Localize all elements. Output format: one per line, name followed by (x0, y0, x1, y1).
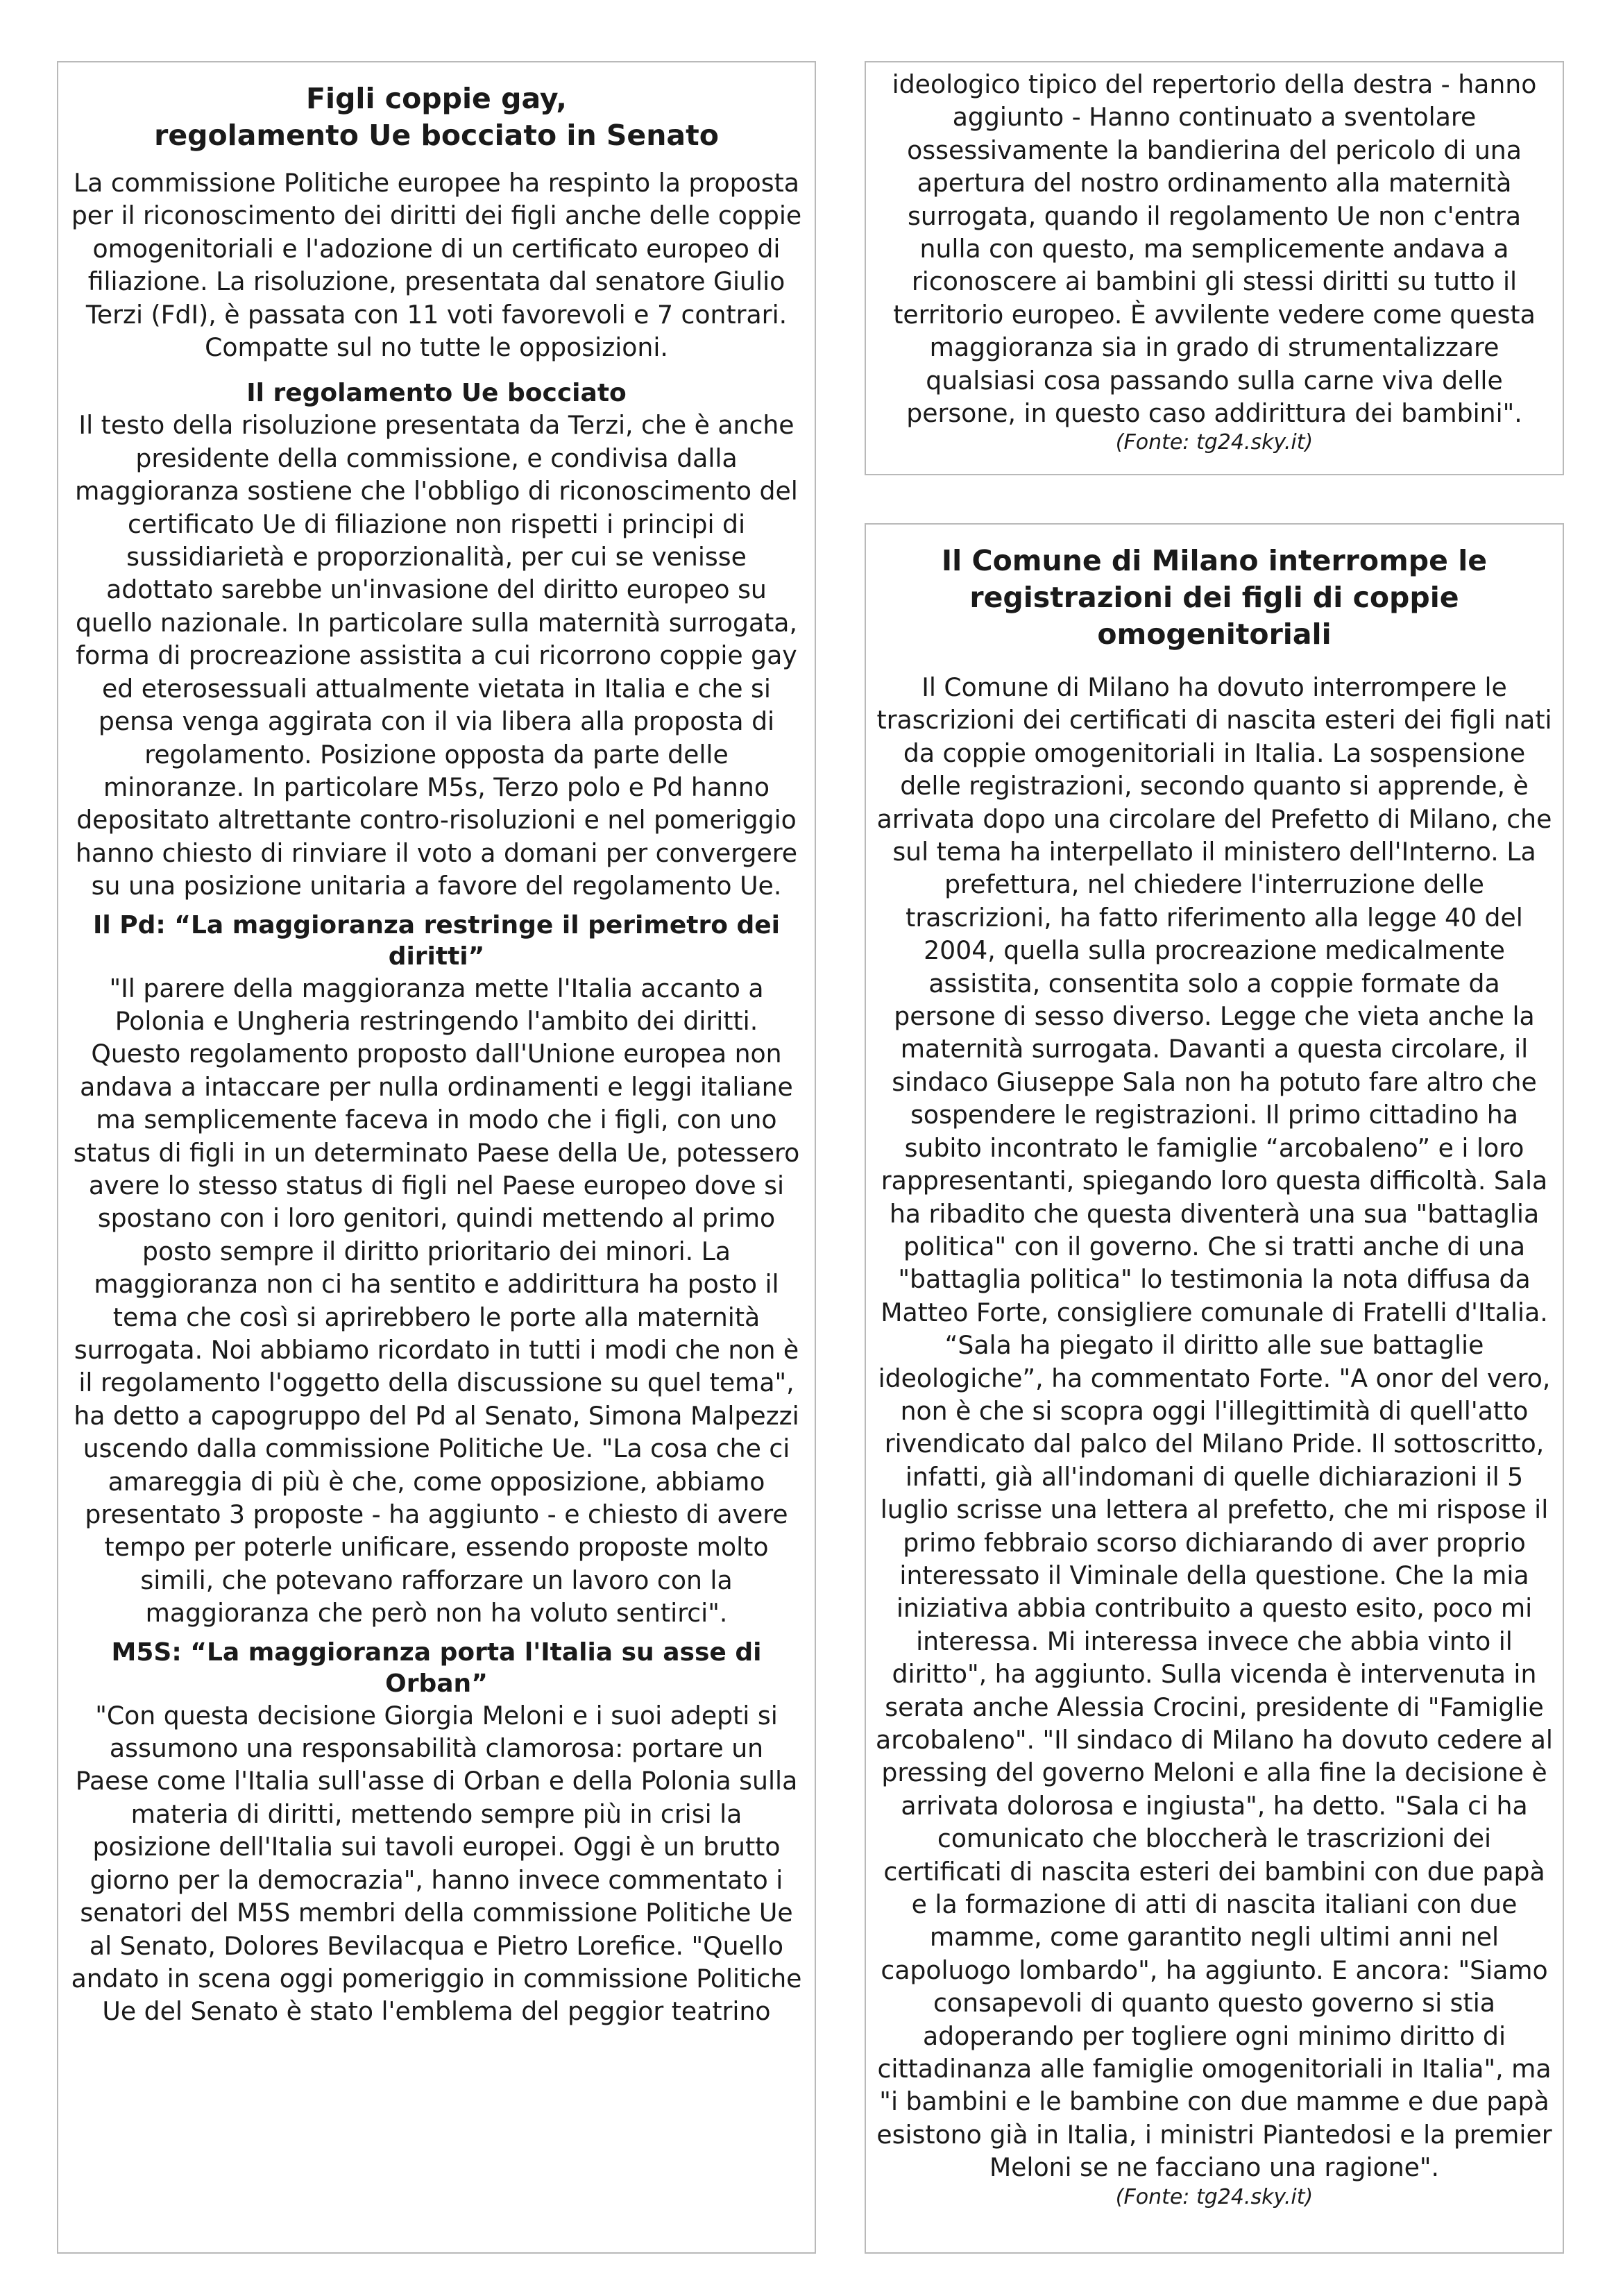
section-heading-regolamento: Il regolamento Ue bocciato (246, 379, 627, 408)
article-title-line: Figli coppie gay, (306, 82, 567, 115)
article-title-milano: Il Comune di Milano interrompe le registrazioni dei figli di coppie omogenitoriali (941, 544, 1488, 651)
article-source: (Fonte: tg24.sky.it) (1115, 430, 1314, 455)
article-gay-couples-box (57, 61, 816, 2254)
section-body-pd: "Il parere della maggioranza mette l'Italia accanto a Polonia e Ungheria restringendo l'ambito dei diritti. Questo regolamento proposto dall'Unione europea non andava a intaccare per nulla ordinamenti e leggi italiane ma semplicemente faceva in modo che i figli, con uno status di figli in un determinato Paese della Ue, potessero avere lo stesso status di figli nel Paese europeo dove si spostano con i loro genitori, quindi mettendo al primo posto sempre il diritto prioritario dei minori. La maggioranza non ci ha sentito e addirittura ha posto il tema che così si aprirebbero le porte alla maternità surrogata. Noi abbiamo ricordato in tutti i modi che non è il regolamento l'oggetto della discussione su quel tema", ha detto a capogruppo del Pd al Senato, Simona Malpezzi uscendo dalla commissione Politiche Ue. "La cosa che ci amareggia di più è che, come opposizione, abbiamo presentato 3 proposte - ha aggiunto - e chiesto di avere tempo per poterle unificare, essendo proposte molto simili, che potevano rafforzare un lavoro con la maggioranza che però non ha voluto sentirci". (73, 973, 800, 1629)
article-milano-box (865, 523, 1564, 2254)
section-body-m5s: "Con questa decisione Giorgia Meloni e i suoi adepti si assumono una responsabilità clamorosa: portare un Paese come l'Italia sull'asse di Orban e della Polonia sulla materia di diritti, mettendo sempre più in crisi la posizione dell'Italia sui tavoli europei. Oggi è un brutto giorno per la democrazia", hanno invece commentato i senatori del M5S membri della commissione Politiche Ue al Senato, Dolores Bevilacqua e Pietro Lorefice. "Quello andato in scena oggi pomeriggio in commissione Politiche Ue del Senato è stato l'emblema del peggior teatrino (71, 1700, 802, 2027)
article-continuation-box (865, 61, 1564, 475)
article-title (71, 80, 802, 154)
article-source-milano: (Fonte: tg24.sky.it) (1115, 2184, 1314, 2209)
article-body-milano: Il Comune di Milano ha dovuto interrompere le trascrizioni dei certificati di nascita esteri dei figli nati da coppie omogenitoriali in Italia. La sospensione delle registrazioni, secondo quanto si apprende, è arrivata dopo una circolare del Prefetto di Milano, che sul tema ha interpellato il ministero dell'Interno. La prefettura, nel chiedere l'interruzione delle trascrizioni, ha fatto riferimento alla legge 40 del 2004, quella sulla procreazione medicalmente assistita, consentita solo a coppie formate da persone di sesso diverso. Legge che vieta anche la maternità surrogata. Davanti a questa circolare, il sindaco Giuseppe Sala non ha potuto fare altro che sospendere le registrazioni. Il primo cittadino ha subito incontrato le famiglie “arcobaleno” e i loro rappresentanti, spiegando loro questa difficoltà. Sala ha ribadito che questa diventerà una sua "battaglia politica" con il governo. Che si tratti anche di una "battaglia politica" lo testimonia la nota diffusa da Matteo Forte, consigliere comunale di Fratelli d'Italia. “Sala ha piegato il diritto alle sue battaglie ideologiche”, ha commentato Forte. "A onor del vero, non è che si scopra oggi l'illegittimità di quell'atto rivendicato dal palco del Milano Pride. Il sottoscritto, infatti, già all'indomani di quelle dichiarazioni il 5 luglio scrisse una lettera al prefetto, che mi rispose il primo febbraio scorso dichiarando di aver proprio interessato il Viminale della questione. Che la mia iniziativa abbia contribuito a questo esito, poco mi interessa. Mi interessa invece che abbia vinto il diritto", ha aggiunto. Sulla vicenda è intervenuta in serata anche Alessia Crocini, presidente di "Famiglie arcobaleno". "Il sindaco di Milano ha dovuto cedere al pressing del governo Meloni e alla fine la decisione è arrivata dolorosa e ingiusta", ha detto. "Sala ci ha comunicato che bloccherà le trascrizioni dei certificati di nascita esteri dei bambini con due papà e la formazione di atti di nascita italiani con due mamme, come garantito negli ultimi anni nel capoluogo lombardo", ha aggiunto. E ancora: "Siamo consapevoli di quanto questo governo si stia adoperando per togliere ogni minimo diritto di cittadinanza alle famiglie omogenitoriali in Italia", ma "i bambini e le bambine con due mamme e due papà esistono già in Italia, i ministri Piantedosi e la premier Meloni se ne facciano una ragione". (876, 672, 1553, 2183)
section-body-regolamento: Il testo della risoluzione presentata da Terzi, che è anche presidente della commissione, e condivisa dalla maggioranza sostiene che l'obbligo di riconoscimento del certificato Ue di filiazione non rispetti i principi di sussidiarietà e proporzionalità, per cui se venisse adottato sarebbe un'invasione del diritto europeo su quello nazionale. In particolare sulla maternità surrogata, forma di procreazione assistita a cui ricorrono coppie gay ed eterosessuali attualmente vietata in Italia e che si pensa venga aggirata con il via libera alla proposta di regolamento. Posizione opposta da parte delle minoranze. In particolare M5s, Terzo polo e Pd hanno depositato altrettante contro-risoluzioni e nel pomeriggio hanno chiesto di rinviare il voto a domani per convergere su una posizione unitaria a favore del regolamento Ue. (75, 410, 798, 901)
article-continuation: ideologico tipico del repertorio della destra - hanno aggiunto - Hanno continuato a sventolare ossessivamente la bandierina del pericolo di una apertura del nostro ordinamento alla maternità surrogata, quando il regolamento Ue non c'entra nulla con questo, ma semplicemente andava a riconoscere ai bambini gli stessi diritti su tutto il territorio europeo. È avvilente vedere come questa maggioranza sia in grado di strumentalizzare qualsiasi cosa passando sulla carne viva delle persone, in questo caso addirittura dei bambini". (892, 69, 1537, 429)
section-heading-m5s: M5S: “La maggioranza porta l'Italia su asse di Orban” (111, 1638, 762, 1698)
article-title-line: regolamento Ue bocciato in Senato (154, 119, 719, 152)
article-intro: La commissione Politiche europee ha respinto la proposta per il riconoscimento dei diritti dei figli anche delle coppie omogenitoriali e l'adozione di un certificato europeo di filiazione. La risoluzione, presentata dal senatore Giulio Terzi (FdI), è passata con 11 voti favorevoli e 7 contrari. Compatte sul no tutte le opposizioni. (71, 168, 802, 363)
section-heading-pd: Il Pd: “La maggioranza restringe il perimetro dei diritti” (92, 910, 781, 971)
